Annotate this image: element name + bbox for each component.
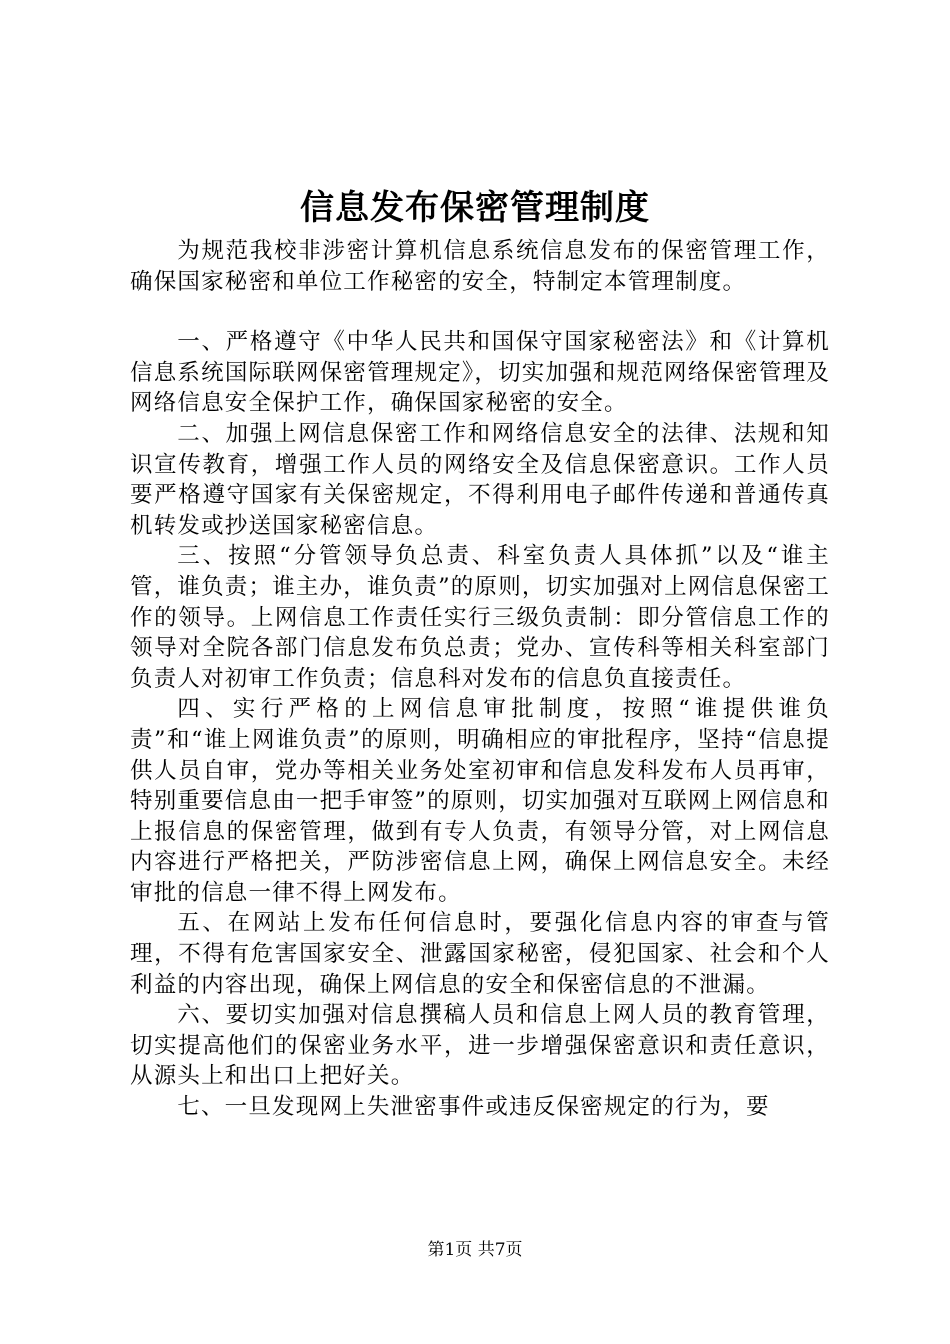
document-body	[130, 236, 830, 1123]
intro-paragraph: 为规范我校非涉密计算机信息系统信息发布的保密管理工作，确保国家秘密和单位工作秘密的安全，特制定本管理制度。	[130, 238, 830, 295]
clause-2-paragraph: 二、加强上网信息保密工作和网络信息安全的法律、法规和知识宣传教育，增强工作人员的网络安全及信息保密意识。工作人员要严格遵守国家有关保密规定，不得利用电子邮件传递和普通传真机转发或抄送国家秘密信息。	[130, 420, 830, 539]
clause-1-paragraph: 一、严格遵守《中华人民共和国保守国家秘密法》和《计算机信息系统国际联网保密管理规定》，切实加强和规范网络保密管理及网络信息安全保护工作，确保国家秘密的安全。	[130, 329, 830, 417]
clause-6-paragraph: 六、要切实加强对信息撰稿人员和信息上网人员的教育管理，切实提高他们的保密业务水平，进一步增强保密意识和责任意识，从源头上和出口上把好关。	[130, 1002, 830, 1090]
page-number-footer: 第1页 共7页	[427, 1240, 523, 1260]
clause-3-paragraph: 三、按照“分管领导负总责、科室负责人具体抓”以及“谁主管，谁负责；谁主办，谁负责”的原则，切实加强对上网信息保密工作的领导。上网信息工作责任实行三级负责制：即分管信息工作的领导对全院各部门信息发布负总责；党办、宣传科等相关科室部门负责人对初审工作负责；信息科对发布的信息负直接责任。	[130, 543, 831, 692]
clause-7-paragraph: 七、一旦发现网上失泄密事件或违反保密规定的行为，要	[177, 1094, 770, 1121]
clause-4-paragraph: 四、实行严格的上网信息审批制度，按照“谁提供谁负责”和“谁上网谁负责”的原则，明确相应的审批程序，坚持“信息提供人员自审，党办等相关业务处室初审和信息发科发布人员再审，特别重要信息由一把手审签”的原则，切实加强对互联网上网信息和上报信息的保密管理，做到有专人负责，有领导分管，对上网信息内容进行严格把关，严防涉密信息上网，确保上网信息安全。未经审批的信息一律不得上网发布。	[130, 696, 831, 906]
clause-5-paragraph: 五、在网站上发布任何信息时，要强化信息内容的审查与管理，不得有危害国家安全、泄露国家秘密，侵犯国家、社会和个人利益的内容出现，确保上网信息的安全和保密信息的不泄漏。	[130, 910, 830, 998]
document-title: 信息发布保密管理制度	[300, 188, 650, 228]
